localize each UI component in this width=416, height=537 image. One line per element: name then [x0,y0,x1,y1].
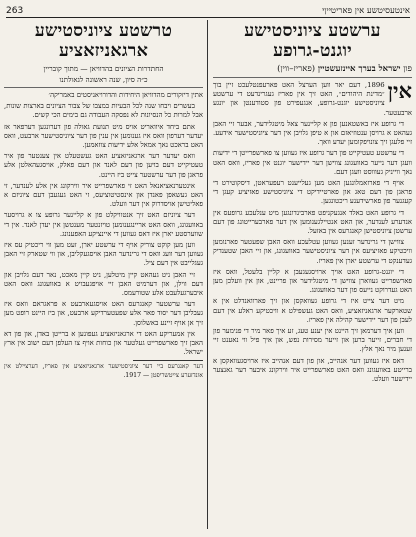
drop-cap: אין [387,78,412,103]
byline-place: (פאריז–ווין) [277,64,316,74]
article-subtitle: החתדרות הציונים בהדוויאן — מתוך קובריין [43,64,164,73]
paragraph: דאס איז געווען דער אנהייב, און פון דעם אנהייב איז ארויסגעוואקסן א ברייטע באוועגונג וואס האט פארשפרייט איר ווירקונג איבער דער גאנצער יידישער וועלט. [213,356,412,384]
paragraph: אתין דיזקורים מהדוויאן היחידות והדורויאניסטים באמריקה׳ [48,91,203,99]
right-column [213,20,412,531]
byline-prefix: פון [403,64,412,74]
paragraph: די גרופע איז באשטאנען פון א קליינער צאל מיטגלידער, אבער זיי האבן געהאט א גרויסן ענטוזיאזם און א טיפן גלויבן אין דער ציוניסטישער אידעע. זיי פלעגן זיך צונויפקומען יעדע וואך. [213,119,412,147]
paragraph: אינטערנאציאנאל האט זי פארשפרייט איר ווירקונג אין אלע לענדער, זי האט געשאפן פאנדן און אינסטיטוציעס, זי האט געגעבן דעם ציוניזם א פאליטישן אויסדרוק אין דער וועלט. [4,181,203,209]
paragraph: ווען מען קוקט צוריק אויף די ערשטע יארן, זעט מען ווי ריכטיק עס איז געווען דער וועג וואס די גרינדער האבן אויסגעקליבן, און ווי שטארק זיי האבן געגלייבט אין דעם ציל. [4,241,203,268]
paragraph: אתם ביחד איוואריט אויס מיט תנועת גאולה פון דערונגען דערפאר אז יעדער דערפון וואס איז גענומען אין ענין פון דער ציוניסטישער ארבעט, וואס האט בראכט נאך אמאל אלע ידיעות צוזאמען. [4,122,203,150]
page-number: 263 [6,6,24,16]
paragraph: זיי האבן ניט געהאט קיין מיטלען, ניט קיין מאכט, נאר דעם גלויבן און דעם ווילן, און דערמיט האבן זיי אויפגעבויט א באוועגונג וואס האט איבערגעלעבט אלע שטורעמס. [4,270,203,298]
article-title: ערשטע ציוניסטישע יוגנט-גרופע [244,21,381,61]
paragraph: צווישן די גרינדער זענען געווען עטלעכע וואס האבן שפעטער פארנומען וויכטיקע פאזיציעס אין דער ציוניסטישער באוועגונג, און זיי האבן שטענדיק געדענקט די ערשטע יארן אין פאריז. [213,238,412,265]
byline-author: ישראל בערך איינזעשטיין [317,64,401,74]
paragraph: דער ערשטער קאנגרעס האט אויסגעארבעט א פראגראם וואס איז געבליבן דער יסוד פאר אלע שפעטערדיקע ארבעט, און ביז היינט רופט מען זיך אן אויף זיינע באשלוסן. [4,300,203,327]
footnote: דער קאנגרעס ביי דער ציוניסטישער ארגאניזאציע אין פאריז, דערצײלט אין אונדזערע צייטשריפטן — 1917. [4,363,203,379]
footnote-rule [133,360,203,361]
article-title: טרשטע ציוניסטישע ארגאניזאציע [34,21,173,61]
paragraph: ווען איך דערמאן זיך היינט אין יענע טעג, זע איך פאר מיר די פנימער פון די חברים, זייער ברען און זייער מסירות נפש, און איך פיל ווי נאענט זיי זענען מיר נאך אלץ. [213,327,412,354]
paragraph: די גרופע האט באלד אנגעקניפט פארבינדונגען מיט ענלעכע גרופעס אין אנדערע לענדער, און האט אנטיילגענומען אין דער פארבערייטונג פון דעם ערשטן ציוניסטישן קאנגרעס אין באזעל. [213,208,412,236]
running-title: אינטעסיטשע אין פאריטייןי [322,6,410,16]
paragraph: בעשרים ויבחו שנה לכל הבעיות במצבו של צבור הציונים בארצות שונות, אבל למרות כל הנסיונות לא נפסקה העבודה גם בימים הכי קשים. [4,102,203,120]
paragraph: מיט דער צייט איז די גרופע געוואקסן און זיך פארוואנדלט אין א שטארקער ארגאניזאציע, וואס האט געשפילט א וויכטיקע ראלע אין דעם לעבן פון דער יידישער קהילה אין פאריז. [213,297,412,324]
paragraph: די יוגנט-גרופע האט אויך ארויסגעגעבן א קליין בלעטל, וואס איז פארשפרייט געווארן צווישן די מיטגלידער און פריינט, און אין וועלכן מען האט געדרוקט נייעס פון דער באוועגונג. [213,267,412,295]
paragraph: אין 1896, דעם יאר ווען הערצל האט פארעפנטלעכט זיין בוך ״מדינת היהודים״, האט זיך אין פאריז געגרינדעט די ערשטע ציוניסטישע יוגנט-גרופע, אנגעפירט פון סטודענטן און יונגע ארבעטער. [213,78,412,117]
paragraph: וואס יעדער דער ארגאניזאציע האט געשטעלט אין צענטער פון איר טעטיקייט דעם בויען פון דעם לאנד און דעם פאלק, אויסגעהאלטן אלע פראגן פון דער ערשטער צייט ביז היינט. [4,152,203,179]
byline [213,64,412,78]
paragraph: דער ציוניזם האט זיך אנטוויקלט פון א קליינער גרופע צו א גרויסער באוועגונג, וואס האט אריינגענומען טויזנטער מענטשן אין יעדן לאנד. אין די שווערסטע יארן איז דאס געווען די איינציקע האפענונג. [4,211,203,238]
paragraph: אין אמעריקע האט די ארגאניזאציע געפונען א ברייטן באדן, און פון דא האבן זיך פארשפרייט געלטער און כוחות אויף צו העלפן דעם ישוב אין ארץ ישראל. [4,329,203,357]
article-dateline: כ״ה סיון, שנה ראשונה לגאולתנו [4,75,203,88]
column-divider [207,20,208,529]
paragraph: די ערשטע טעטיקייט פון דער גרופע איז געווען צו פארשפרייטן די ידיעות וועגן דער נייער באוועגונג צווישן דער יידישער יוגנט אין פאריז, וואס האט נאך ווייניק געוווסט וועגן דעם. [213,149,412,176]
left-column [4,20,203,531]
running-header [6,3,410,18]
paragraph: אויף די פארזאמלונגען האט מען געלייענט רעפעראטן, דיסקוטירט די פראגן פון דעם טאג און פארטיידיקט די ציוניסטישע פאזיציע קעגן די קעגנער פון פארשידענע ריכטונגען. [213,179,412,206]
